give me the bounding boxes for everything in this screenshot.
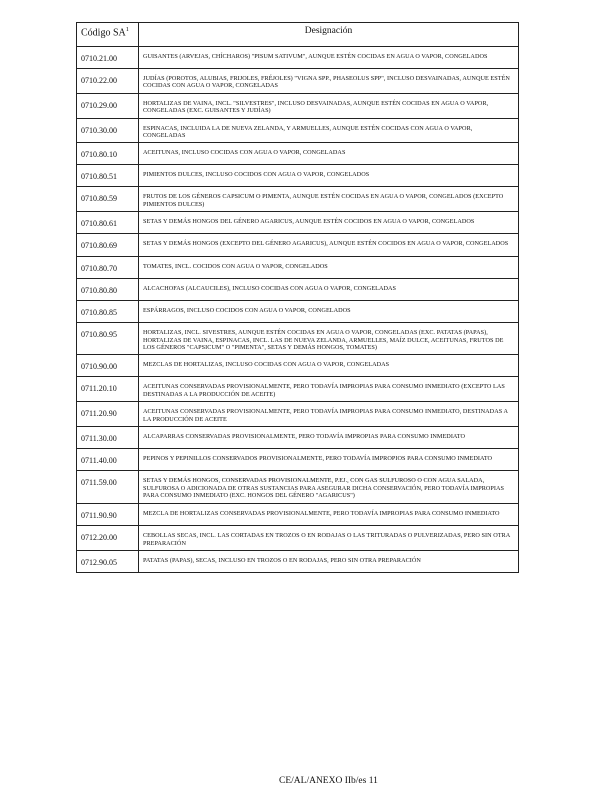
designation-cell: ALCAPARRAS CONSERVADAS PROVISIONALMENTE, PERO TODAVÍA IMPROPIAS PARA CONSUMO INMEDIATO	[139, 427, 519, 449]
hs-code-cell: 0710.80.10	[77, 143, 139, 165]
hs-code-cell: 0710.80.51	[77, 165, 139, 187]
hs-code-cell: 0711.30.00	[77, 427, 139, 449]
designation-cell: ALCACHOFAS (ALCAUCILES), INCLUSO COCIDAS CON AGUA O VAPOR, CONGELADAS	[139, 279, 519, 301]
hs-code-cell: 0710.22.00	[77, 69, 139, 94]
column-header-code	[77, 23, 139, 47]
designation-cell: TOMATES, INCL. COCIDOS CON AGUA O VAPOR, CONGELADOS	[139, 257, 519, 279]
page-footer: CE/AL/ANEXO IIb/es 11	[279, 776, 378, 786]
table-row	[77, 402, 519, 427]
column-header-designation: Designación	[139, 23, 519, 47]
table-header-row	[77, 23, 519, 47]
table-row	[77, 47, 519, 69]
designation-cell: JUDÍAS (POROTOS, ALUBIAS, FRIJOLES, FRÉJOLES) "VIGNA SPP., PHASEOLUS SPP", INCLUSO DESVAINADAS, AUNQUE ESTÉN COCIDAS CON AGUA O VAPOR, CONGELADAS	[139, 69, 519, 94]
footnote-marker: 1	[125, 26, 129, 33]
designation-cell: MEZCLAS DE HORTALIZAS, INCLUSO COCIDAS CON AGUA O VAPOR, CONGELADAS	[139, 355, 519, 377]
hs-code-cell: 0711.59.00	[77, 471, 139, 504]
table-row	[77, 69, 519, 94]
hs-code-cell: 0710.30.00	[77, 118, 139, 143]
table-row	[77, 257, 519, 279]
hs-code-cell: 0711.20.90	[77, 402, 139, 427]
designation-cell: ACEITUNAS CONSERVADAS PROVISIONALMENTE, PERO TODAVÍA IMPROPIAS PARA CONSUMO INMEDIATO (EXCEPTO LAS DESTINADAS A LA PRODUCCIÓN DE ACEITE)	[139, 377, 519, 402]
table-row	[77, 355, 519, 377]
hs-code-cell: 0711.20.10	[77, 377, 139, 402]
designation-cell: HORTALIZAS DE VAINA, INCL. "SILVESTRES", INCLUSO DESVAINADAS, AUNQUE ESTÉN COCIDAS EN AGUA O VAPOR, CONGELADAS (EXC. GUISANTES Y JUDÍAS)	[139, 93, 519, 118]
designation-cell: ACEITUNAS, INCLUSO COCIDAS CON AGUA O VAPOR, CONGELADAS	[139, 143, 519, 165]
table-row	[77, 93, 519, 118]
designation-cell: ESPINACAS, INCLUIDA LA DE NUEVA ZELANDA, Y ARMUELLES, AUNQUE ESTÉN COCIDAS CON AGUA O VAPOR, CONGELADAS	[139, 118, 519, 143]
table-body	[77, 47, 519, 573]
table-row	[77, 526, 519, 551]
hs-code-cell: 0710.80.69	[77, 234, 139, 257]
hs-code-cell: 0712.20.00	[77, 526, 139, 551]
hs-code-cell: 0710.80.70	[77, 257, 139, 279]
designation-cell: PATATAS (PAPAS), SECAS, INCLUSO EN TROZOS O EN RODAJAS, PERO SIN OTRA PREPARACIÓN	[139, 550, 519, 572]
designation-cell: SETAS Y DEMÁS HONGOS, CONSERVADAS PROVISIONALMENTE, P.EJ., CON GAS SULFUROSO O CON AGUA SALADA, SULFUROSA O ADICIONADA DE OTRAS SUSTANCIAS PARA ASEGURAR DICHA CONSERVACIÓN, PERO TODAVÍA IMPROPIAS PARA CONSUMO INMEDIATO (EXC. HONGOS DEL GÉNERO "AGARICUS")	[139, 471, 519, 504]
designation-cell: MEZCLA DE HORTALIZAS CONSERVADAS PROVISIONALMENTE, PERO TODAVÍA IMPROPIAS PARA CONSUMO INMEDIATO	[139, 504, 519, 526]
table-row	[77, 301, 519, 323]
designation-cell: ESPÁRRAGOS, INCLUSO COCIDOS CON AGUA O VAPOR, CONGELADOS	[139, 301, 519, 323]
hs-code-cell: 0711.90.90	[77, 504, 139, 526]
table-row	[77, 550, 519, 572]
table-row	[77, 143, 519, 165]
designation-cell: HORTALIZAS, INCL. SIVESTRES, AUNQUE ESTÉN COCIDAS EN AGUA O VAPOR, CONGELADAS (EXC. PATATAS (PAPAS), HORTALIZAS DE VAINA, ESPINACAS, INCL. LAS DE NUEVA ZELANDA, ARMUELLES, MAÍZ DULCE, ACEITUNAS, FRUTOS DE LOS GÉNEROS "CAPSICUM" O "PIMENTA", SETAS Y DEMÁS HONGOS, TOMATES)	[139, 323, 519, 355]
table-row	[77, 323, 519, 355]
hs-code-cell: 0711.40.00	[77, 449, 139, 471]
designation-cell: PEPINOS Y PEPINILLOS CONSERVADOS PROVISIONALMENTE, PERO TODAVÍA IMPROPIOS PARA CONSUMO INMEDIATO	[139, 449, 519, 471]
hs-code-cell: 0710.90.00	[77, 355, 139, 377]
table-row	[77, 427, 519, 449]
designation-cell: PIMIENTOS DULCES, INCLUSO COCIDOS CON AGUA O VAPOR, CONGELADOS	[139, 165, 519, 187]
designation-cell: ACEITUNAS CONSERVADAS PROVISIONALMENTE, PERO TODAVÍA IMPROPIAS PARA CONSUMO INMEDIATO, DESTINADAS A LA PRODUCCIÓN DE ACEITE	[139, 402, 519, 427]
designation-cell: FRUTOS DE LOS GÉNEROS CAPSICUM O PIMENTA, AUNQUE ESTÉN COCIDAS EN AGUA O VAPOR, CONGELADOS (EXCEPTO PIMIENTOS DULCES)	[139, 187, 519, 212]
table-row	[77, 279, 519, 301]
table-row	[77, 212, 519, 234]
table-row	[77, 504, 519, 526]
table-row	[77, 377, 519, 402]
hs-code-cell: 0710.80.59	[77, 187, 139, 212]
column-header-code-label: Código SA	[81, 27, 126, 39]
table-row	[77, 165, 519, 187]
hs-code-cell: 0710.80.80	[77, 279, 139, 301]
hs-code-cell: 0710.80.61	[77, 212, 139, 234]
table-row	[77, 234, 519, 257]
tariff-table	[76, 22, 519, 573]
hs-code-cell: 0710.21.00	[77, 47, 139, 69]
hs-code-cell: 0710.29.00	[77, 93, 139, 118]
table-row	[77, 449, 519, 471]
designation-cell: CEBOLLAS SECAS, INCL. LAS CORTADAS EN TROZOS O EN RODAJAS O LAS TRITURADAS O PULVERIZADAS, PERO SIN OTRA PREPARACIÓN	[139, 526, 519, 551]
hs-code-cell: 0710.80.85	[77, 301, 139, 323]
designation-cell: GUISANTES (ARVEJAS, CHÍCHAROS) "PISUM SATIVUM", AUNQUE ESTÉN COCIDAS EN AGUA O VAPOR, CONGELADOS	[139, 47, 519, 69]
table-row	[77, 471, 519, 504]
table-row	[77, 187, 519, 212]
table-row	[77, 118, 519, 143]
designation-cell: SETAS Y DEMÁS HONGOS DEL GÉNERO AGARICUS, AUNQUE ESTÉN COCIDOS EN AGUA O VAPOR, CONGELADOS	[139, 212, 519, 234]
hs-code-cell: 0710.80.95	[77, 323, 139, 355]
hs-code-cell: 0712.90.05	[77, 550, 139, 572]
designation-cell: SETAS Y DEMÁS HONGOS (EXCEPTO DEL GÉNERO AGARICUS), AUNQUE ESTÉN COCIDOS EN AGUA O VAPOR, CONGELADOS	[139, 234, 519, 257]
